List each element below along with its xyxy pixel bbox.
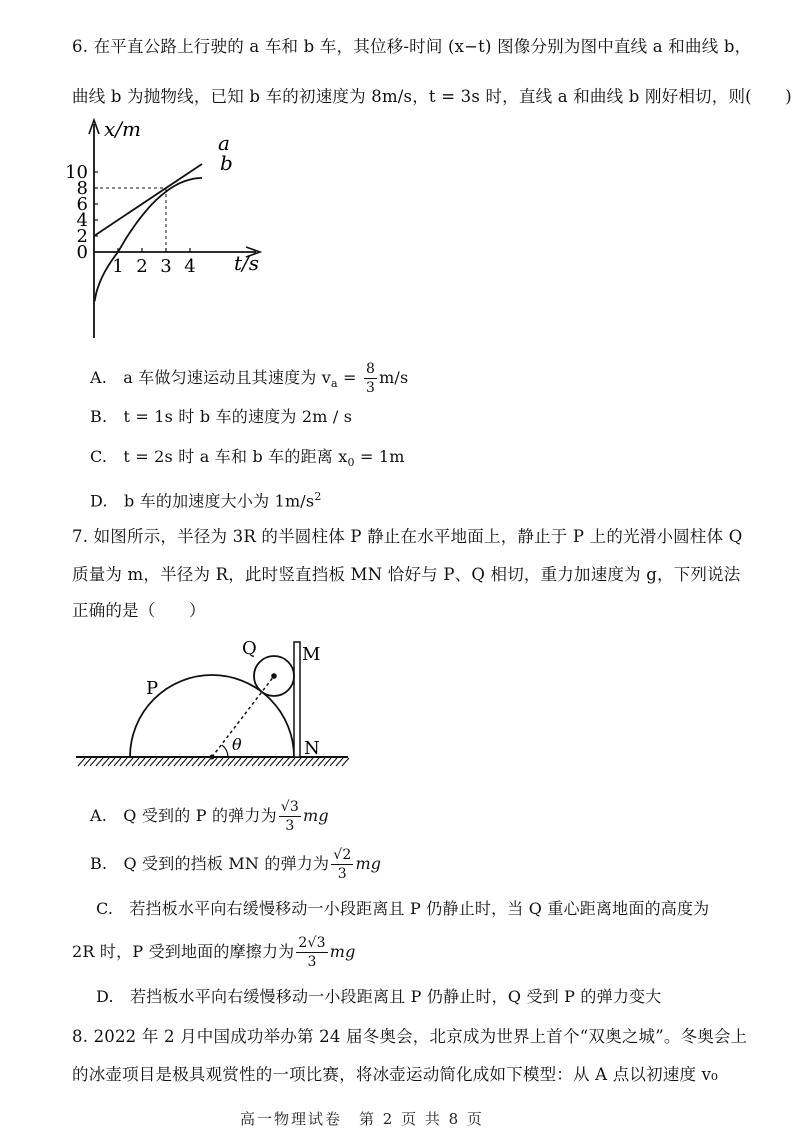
q6-xt-graph <box>60 112 280 344</box>
ground-hatch-line <box>228 758 235 766</box>
q7-figure <box>74 632 354 774</box>
q7-option-c-rad: 3 <box>316 935 326 951</box>
q7-option-d: D. 若挡板水平向右缓慢移动一小段距离且 P 仍静止时，Q 受到 P 的弹力变大 <box>96 987 662 1006</box>
q6-dashed-guides <box>94 188 166 252</box>
ground-hatch-line <box>300 758 307 766</box>
q7-option-c-num <box>296 936 327 953</box>
q6-option-a-den: 3 <box>365 380 376 396</box>
q7-option-c-sqrt-sign: √ <box>307 935 317 951</box>
q6-y-tick-label-10: 10 <box>65 162 88 183</box>
ground-hatch-line <box>144 758 151 766</box>
ground-hatch-line <box>270 758 277 766</box>
q6-y-tick-label-2: 2 <box>76 226 88 247</box>
ground-hatching <box>78 758 349 766</box>
q8-stem-line1: 8. 2022 年 2 月中国成功举办第 24 届冬奥会，北京成为世界上首个“双奥之城”。冬奥会上 <box>72 1027 748 1046</box>
ground-hatch-line <box>222 758 229 766</box>
label-p: P <box>146 678 159 699</box>
q7-option-c-coef: 2 <box>298 935 308 951</box>
ground-hatch-line <box>126 758 133 766</box>
q6-option-d-sup: 2 <box>314 490 322 503</box>
ground-hatch-line <box>312 758 319 766</box>
q6-option-c-sub: 0 <box>347 456 355 470</box>
theta-arc <box>222 745 228 757</box>
q7-option-c-mg: mg <box>329 942 356 961</box>
q6-option-c-text: C. t = 2s 时 a 车和 b 车的距离 x <box>90 447 348 466</box>
q6-option-a-num: 8 <box>365 361 376 377</box>
ground-hatch-line <box>180 758 187 766</box>
q7-option-c-den: 3 <box>307 954 317 970</box>
q7-option-b <box>90 848 381 881</box>
ground-hatch-line <box>186 758 193 766</box>
q7-option-a-text: A. Q 受到的 P 的弹力为 <box>90 806 277 825</box>
ground-hatch-line <box>132 758 139 766</box>
label-n: N <box>304 738 320 759</box>
ground-hatch-line <box>252 758 259 766</box>
ground-hatch-line <box>102 758 109 766</box>
q7-option-a <box>90 800 329 833</box>
ground-hatch-line <box>174 758 181 766</box>
q6-option-a-eq: = <box>337 368 362 387</box>
q6-option-c <box>90 446 405 474</box>
ground-hatch-line <box>84 758 91 766</box>
ground-hatch-line <box>78 758 85 766</box>
q6-option-a-fraction <box>364 362 377 395</box>
label-m: M <box>302 644 321 665</box>
ground-hatch-line <box>198 758 205 766</box>
q7-stem-line1: 7. 如图所示，半径为 3R 的半圆柱体 P 静止在水平地面上，静止于 P 上的光滑小圆柱体 Q <box>72 527 743 546</box>
ground-hatch-line <box>282 758 289 766</box>
q6-option-a-unit: m/s <box>379 368 409 387</box>
q6-option-a <box>90 362 408 395</box>
ground-hatch-line <box>288 758 295 766</box>
q6-stem-line1: 6. 在平直公路上行驶的 a 车和 b 车，其位移-时间 (x−t) 图像分别为图中直线 a 和曲线 b， <box>72 37 752 56</box>
q7-option-c-text: 2R 时，P 受到地面的摩擦力为 <box>72 942 295 961</box>
q7-option-b-rad: 2 <box>342 847 352 863</box>
q6-y-axis-label: x/m <box>104 117 141 141</box>
q6-option-d <box>90 486 322 512</box>
ground-hatch-line <box>216 758 223 766</box>
q7-stem-line2: 质量为 m，半径为 R，此时竖直挡板 MN 恰好与 P、Q 相切，重力加速度为 g，下列说法 <box>72 565 741 584</box>
ground-hatch-line <box>318 758 325 766</box>
label-q: Q <box>242 638 257 659</box>
q7-option-b-num <box>331 848 353 865</box>
q6-x-axis-label: t/s <box>234 251 260 275</box>
ground-hatch-line <box>192 758 199 766</box>
baffle-mn <box>294 642 300 757</box>
q7-option-a-sqrt-sign: √ <box>280 799 290 815</box>
q7-option-b-mg: mg <box>355 854 382 873</box>
page-footer: 高一物理试卷 第 2 页 共 8 页 <box>240 1110 484 1128</box>
q6-option-c-post: = 1m <box>354 447 405 466</box>
q6-curve-b <box>95 178 203 302</box>
q6-x-tick-label-4: 4 <box>184 256 196 277</box>
q6-option-a-text: A. a 车做匀速运动且其速度为 v <box>90 368 331 387</box>
q6-curve-b-label: b <box>220 151 233 175</box>
ground-hatch-line <box>240 758 247 766</box>
ground-hatch-line <box>306 758 313 766</box>
q6-y-tick-label-0: 0 <box>76 242 88 263</box>
q6-tick-labels <box>65 162 196 277</box>
ground-hatch-line <box>204 758 211 766</box>
q6-y-tick-label-4: 4 <box>76 210 88 231</box>
ground-hatch-line <box>90 758 97 766</box>
ground-hatch-line <box>120 758 127 766</box>
ground-hatch-line <box>342 758 349 766</box>
q6-y-tick-label-6: 6 <box>76 194 88 215</box>
q6-x-tick-label-2: 2 <box>136 256 148 277</box>
q6-x-tick-label-1: 1 <box>112 256 124 277</box>
q6-x-tick-label-3: 3 <box>160 256 172 277</box>
q6-line-a-label: a <box>218 131 230 155</box>
q7-option-b-sqrt-sign: √ <box>333 847 343 863</box>
ground-hatch-line <box>162 758 169 766</box>
ground-hatch-line <box>150 758 157 766</box>
ground-hatch-line <box>96 758 103 766</box>
q6-y-tick-label-8: 8 <box>76 178 88 199</box>
q7-option-b-fraction <box>331 848 353 881</box>
ground-hatch-line <box>138 758 145 766</box>
ground-hatch-line <box>264 758 271 766</box>
q7-option-c-line2 <box>72 936 356 969</box>
ground-hatch-line <box>330 758 337 766</box>
q6-axes <box>89 120 260 338</box>
ground-hatch-line <box>336 758 343 766</box>
q7-option-a-rad: 3 <box>289 799 300 815</box>
q7-option-c-fraction <box>296 936 327 969</box>
label-theta: θ <box>232 735 242 754</box>
q7-option-a-mg: mg <box>303 806 329 825</box>
ground-hatch-line <box>168 758 175 766</box>
q6-series-group <box>94 164 202 302</box>
ground-hatch-line <box>114 758 121 766</box>
ground-hatch-line <box>246 758 253 766</box>
ground-hatch-line <box>108 758 115 766</box>
ground-hatch-line <box>258 758 265 766</box>
q7-option-a-den: 3 <box>285 818 295 834</box>
q6-option-d-text: D. b 车的加速度大小为 1m/s <box>90 491 315 511</box>
q8-stem-line2: 的冰壶项目是极具观赏性的一项比赛，将冰壶运动简化成如下模型：从 A 点以初速度 v₀ <box>72 1065 718 1084</box>
q7-option-a-fraction <box>279 800 301 833</box>
dashed-radius <box>212 676 274 757</box>
q6-stem-line2: 曲线 b 为抛物线，已知 b 车的初速度为 8m/s，t = 3s 时，直线 a 和曲线 b 刚好相切，则( ) <box>72 87 792 106</box>
q7-stem-line3: 正确的是（ ） <box>72 601 206 620</box>
q7-option-b-den: 3 <box>337 866 347 882</box>
ground-hatch-line <box>156 758 163 766</box>
q7-option-c-line1: C. 若挡板水平向右缓慢移动一小段距离且 P 仍静止时，当 Q 重心距离地面的高度为 <box>96 899 710 918</box>
ground-hatch-line <box>294 758 301 766</box>
q7-option-b-text: B. Q 受到的挡板 MN 的弹力为 <box>90 854 330 873</box>
ground-hatch-line <box>234 758 241 766</box>
q6-option-b: B. t = 1s 时 b 车的速度为 2m / s <box>90 407 353 426</box>
q6-option-a-sub: a <box>331 377 338 391</box>
ground-hatch-line <box>276 758 283 766</box>
q7-option-a-num <box>279 800 301 817</box>
p-center-dot <box>210 755 215 760</box>
q6-line-a <box>94 164 202 236</box>
ground-hatch-line <box>324 758 331 766</box>
